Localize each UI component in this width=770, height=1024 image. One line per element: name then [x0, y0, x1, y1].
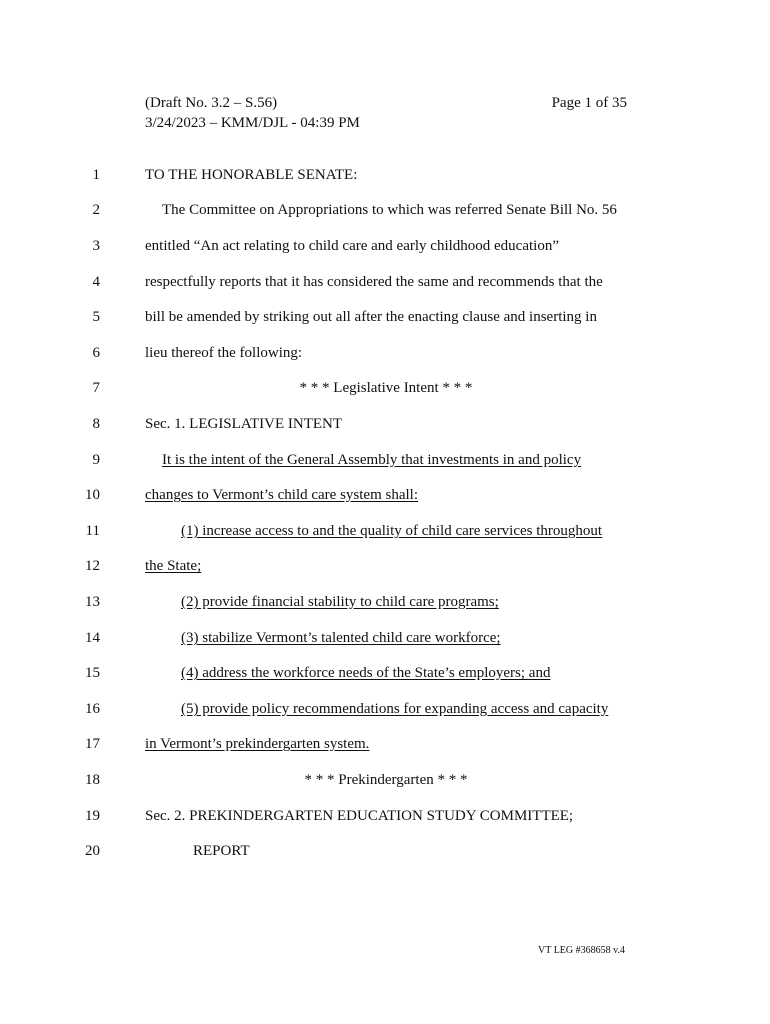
line-number: 10 [85, 487, 100, 503]
line-number: 6 [92, 345, 100, 361]
line-number: 1 [92, 167, 100, 183]
line-number: 19 [85, 808, 100, 824]
line-text: The Committee on Appropriations to which was referred Senate Bill No. 56 [162, 202, 617, 218]
section-title: Sec. 2. PREKINDERGARTEN EDUCATION STUDY COMMITTEE; [145, 808, 574, 824]
line-text: It is the intent of the General Assembly that investments in and policy [162, 452, 582, 468]
document-line [0, 164, 770, 186]
document-line [0, 555, 770, 577]
document-line [0, 306, 770, 328]
document-line [0, 698, 770, 720]
section-title: Sec. 1. LEGISLATIVE INTENT [145, 416, 343, 432]
line-number: 12 [85, 558, 100, 574]
document-line [0, 449, 770, 471]
line-text: TO THE HONORABLE SENATE: [145, 167, 358, 183]
line-text: (5) provide policy recommendations for expanding access and capacity [181, 701, 609, 717]
line-text: the State; [145, 558, 202, 574]
draft-date: 3/24/2023 – KMM/DJL - 04:39 PM [145, 115, 360, 131]
section-heading: * * * Legislative Intent * * * [299, 380, 473, 396]
line-number: 7 [92, 380, 100, 396]
line-text: lieu thereof the following: [145, 345, 303, 361]
line-text: changes to Vermont’s child care system shall: [145, 487, 418, 503]
line-number: 13 [85, 594, 100, 610]
document-line [0, 805, 770, 827]
document-line [0, 591, 770, 613]
line-number: 16 [85, 701, 100, 717]
line-number: 11 [85, 523, 100, 539]
line-text: (3) stabilize Vermont’s talented child care workforce; [181, 630, 501, 646]
document-line [0, 733, 770, 755]
line-text: respectfully reports that it has considered the same and recommends that the [145, 274, 603, 290]
document-line [0, 520, 770, 542]
line-text: bill be amended by striking out all after the enacting clause and inserting in [145, 309, 597, 325]
line-number: 15 [85, 665, 100, 681]
line-number: 9 [92, 452, 100, 468]
line-text: entitled “An act relating to child care and early childhood education” [145, 238, 559, 254]
page-header [145, 93, 627, 133]
document-line [0, 377, 770, 399]
document-line [0, 199, 770, 221]
line-text: (2) provide financial stability to child care programs; [181, 594, 499, 610]
document-line [0, 484, 770, 506]
document-line [0, 271, 770, 293]
document-footer: VT LEG #368658 v.4 [538, 945, 625, 956]
line-text: (4) address the workforce needs of the State’s employers; and [181, 665, 551, 681]
line-number: 4 [92, 274, 100, 290]
draft-label: (Draft No. 3.2 – S.56) [145, 95, 278, 111]
line-text: REPORT [193, 843, 250, 859]
line-text: (1) increase access to and the quality of child care services throughout [181, 523, 603, 539]
document-line [0, 413, 770, 435]
line-number: 3 [92, 238, 100, 254]
line-number: 18 [85, 772, 100, 788]
line-number: 5 [92, 309, 100, 325]
document-line [0, 662, 770, 684]
line-number: 8 [92, 416, 100, 432]
document-line [0, 235, 770, 257]
document-line [0, 342, 770, 364]
document-line [0, 627, 770, 649]
line-number: 20 [85, 843, 100, 859]
page-number: Page 1 of 35 [551, 95, 627, 111]
document-line [0, 769, 770, 791]
section-heading: * * * Prekindergarten * * * [304, 772, 468, 788]
line-text: in Vermont’s prekindergarten system. [145, 736, 370, 752]
line-number: 17 [85, 736, 100, 752]
line-number: 2 [92, 202, 100, 218]
line-number: 14 [85, 630, 100, 646]
document-line [0, 840, 770, 862]
